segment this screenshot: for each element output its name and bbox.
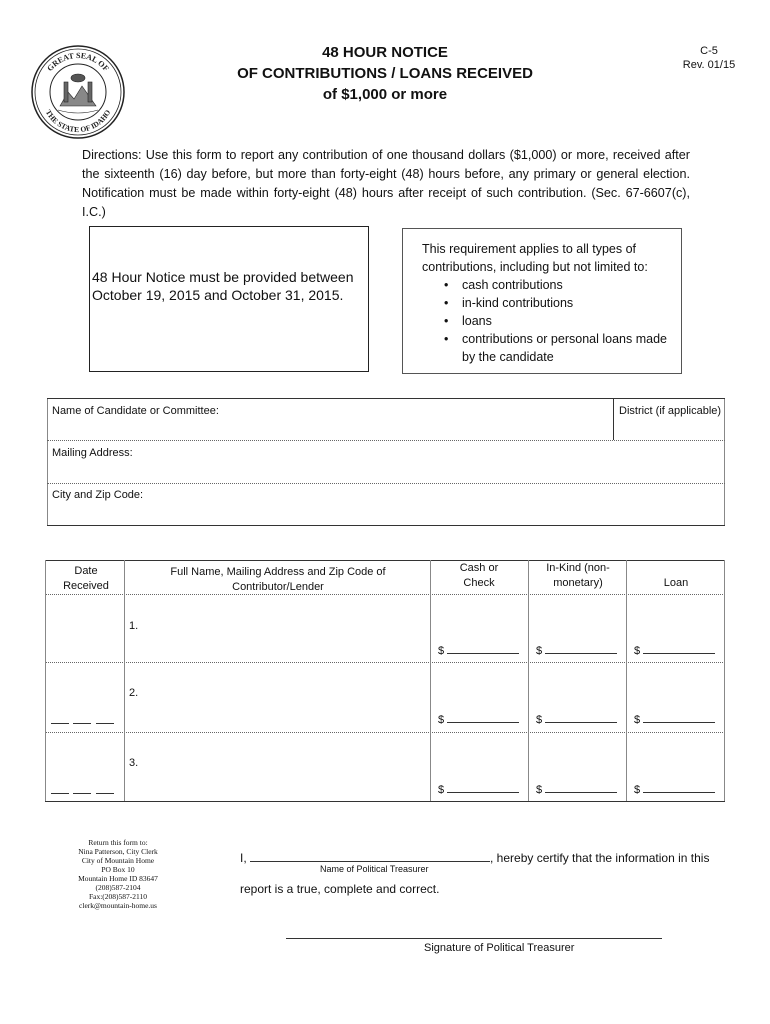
rule (47, 440, 725, 441)
rule (45, 560, 46, 801)
currency-sign: $ (438, 784, 445, 796)
date-field[interactable] (51, 781, 121, 795)
signature-caption: Signature of Political Treasurer (424, 942, 575, 954)
currency-sign: $ (634, 645, 641, 657)
list-item: • contributions or personal loans made by the candidate (422, 330, 677, 366)
loan-amount-field[interactable] (634, 783, 715, 797)
cert-prefix: I, (240, 851, 247, 865)
currency-sign: $ (536, 784, 543, 796)
mailing-address-field[interactable]: Mailing Address: (52, 447, 133, 459)
rule (124, 560, 125, 801)
svg-text:GREAT SEAL OF (45, 51, 110, 73)
treasurer-name-caption: Name of Political Treasurer (320, 864, 429, 874)
col-name-header: Full Name, Mailing Address and Zip Code of Contributor/Lender (170, 566, 386, 593)
currency-sign: $ (634, 714, 641, 726)
rule (47, 483, 725, 484)
list-item: • loans (422, 312, 677, 330)
rule (430, 560, 431, 801)
seal-bottom-text: THE STATE OF IDAHO (43, 108, 113, 135)
requirement-intro: This requirement applies to all types of contributions, including but not limited to: (422, 242, 648, 274)
directions-text: Directions: Use this form to report any contribution of one thousand dollars ($1,000) or more, received after the sixteenth (16) day before, but more than forty-eight (48) hours before, any primary or general election. Notification must be made within forty-eight (48) hours after receipt of such contribution. (Sec. 67-6607(c), I.C.) (82, 148, 690, 219)
col-loan-header: Loan (663, 577, 689, 589)
rule (47, 525, 725, 526)
district-field[interactable]: District (if applicable) (619, 405, 722, 417)
col-date-header: Date Received (63, 565, 109, 592)
state-seal (30, 44, 126, 140)
currency-sign: $ (438, 645, 445, 657)
return-line: Fax:(208)587-2110 (88, 892, 148, 901)
col-inkind-header: In-Kind (non-monetary) (546, 562, 610, 589)
inkind-amount-field[interactable] (536, 713, 617, 727)
rule (45, 732, 725, 733)
seal-top-text: GREAT SEAL OF (45, 50, 111, 74)
svg-text:THE STATE OF IDAHO (44, 108, 113, 134)
certification-line (240, 851, 709, 865)
return-line: Nina Patterson, City Clerk (78, 847, 158, 856)
col-cash-header: Cash or Check (459, 562, 499, 589)
candidate-name-field[interactable]: Name of Candidate or Committee: (52, 405, 219, 417)
return-line: (208)587-2104 (95, 883, 141, 892)
rule (45, 662, 725, 663)
rule (613, 398, 614, 440)
cash-amount-field[interactable] (438, 644, 519, 658)
row-number: 3. (129, 757, 139, 769)
title-line-2: OF CONTRIBUTIONS / LOANS RECEIVED (237, 65, 533, 82)
currency-sign: $ (536, 714, 543, 726)
currency-sign: $ (634, 784, 641, 796)
rule (528, 560, 529, 801)
return-line: PO Box 10 (101, 865, 135, 874)
row-number: 2. (129, 687, 139, 699)
return-email: clerk@mountain-home.us (79, 901, 157, 910)
inkind-amount-field[interactable] (536, 783, 617, 797)
revision: Rev. 01/15 (682, 59, 736, 71)
cert-line-2: report is a true, complete and correct. (240, 882, 440, 896)
rule (724, 560, 725, 801)
list-item: • in-kind contributions (422, 294, 677, 312)
rule (45, 801, 725, 802)
currency-sign: $ (438, 714, 445, 726)
cash-amount-field[interactable] (438, 713, 519, 727)
notice-text: 48 Hour Notice must be provided between October 19, 2015 and October 31, 2015. (92, 269, 354, 303)
row-number: 1. (129, 620, 139, 632)
requirement-list (422, 276, 677, 366)
date-field[interactable] (51, 711, 121, 725)
list-item: • cash contributions (422, 276, 677, 294)
loan-amount-field[interactable] (634, 713, 715, 727)
return-address (68, 838, 168, 910)
requirement-text (422, 240, 677, 366)
cash-amount-field[interactable] (438, 783, 519, 797)
form-number: C-5 (700, 45, 718, 57)
cert-suffix: , hereby certify that the information in this (490, 851, 710, 865)
return-line: Mountain Home ID 83647 (78, 874, 158, 883)
treasurer-name-field[interactable] (250, 861, 490, 862)
return-line: Return this form to: (88, 838, 148, 847)
rule (626, 560, 627, 801)
inkind-amount-field[interactable] (536, 644, 617, 658)
return-line: City of Mountain Home (81, 856, 155, 865)
currency-sign: $ (536, 645, 543, 657)
title-line-3: of $1,000 or more (322, 86, 448, 103)
city-zip-field[interactable]: City and Zip Code: (52, 489, 144, 501)
signature-field[interactable] (286, 938, 662, 939)
form-title (180, 42, 590, 105)
form-id (680, 44, 738, 72)
title-line-1: 48 HOUR NOTICE (322, 44, 448, 61)
loan-amount-field[interactable] (634, 644, 715, 658)
rule (47, 398, 725, 399)
